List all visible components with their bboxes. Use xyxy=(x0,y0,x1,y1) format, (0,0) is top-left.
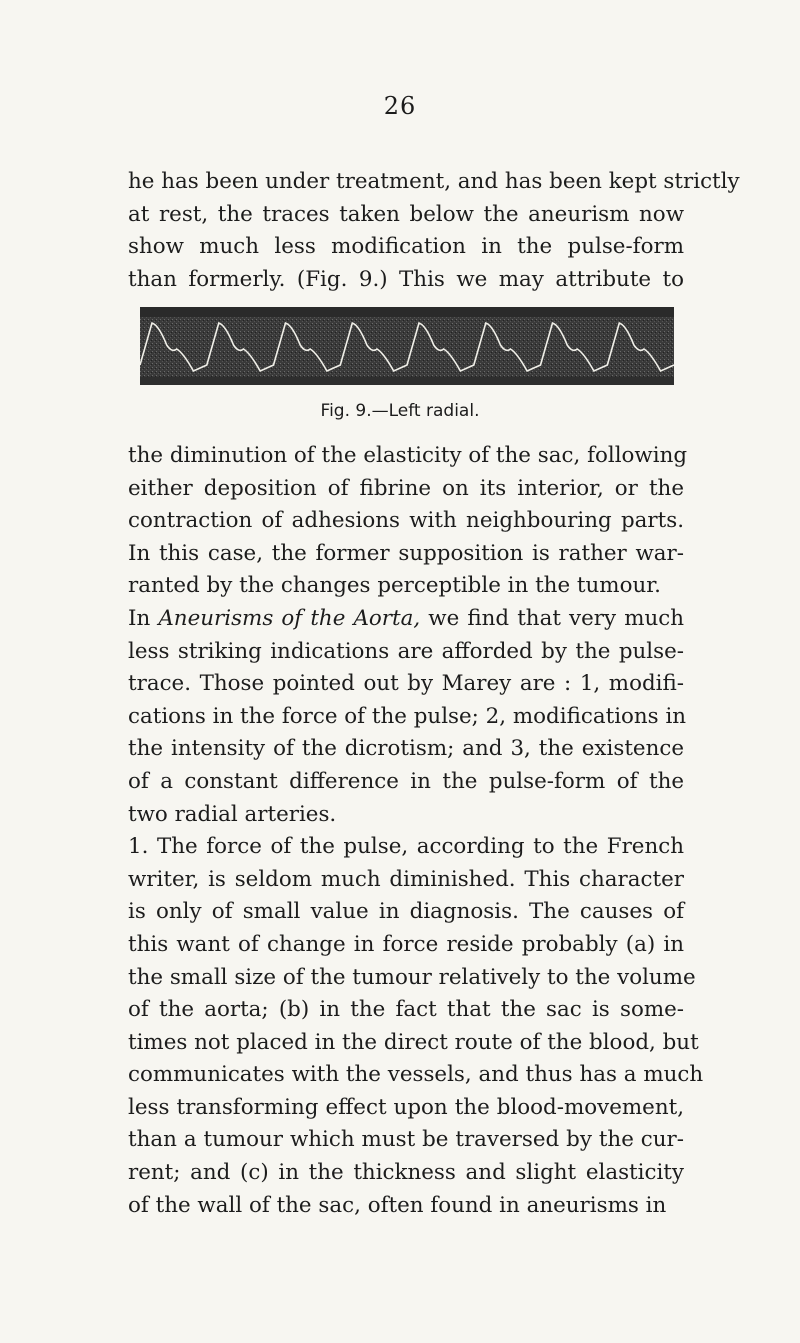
figure-caption: Fig. 9.—Left radial. xyxy=(320,401,480,421)
pulse-trace-image xyxy=(140,307,674,385)
text-line: he has been under treatment, and has been kept strictly xyxy=(128,169,740,194)
text-line: two radial arteries. xyxy=(128,801,337,827)
text-line: trace. Those pointed out by Marey are : 1, modifi- xyxy=(128,671,684,697)
text-line: the small size of the tumour relatively to the volume xyxy=(128,964,696,990)
page-number: 26 xyxy=(383,92,417,120)
text-line: the diminution of the elasticity of the sac, following xyxy=(128,443,688,468)
text-line: of the aorta; (b) in the fact that the sac is some- xyxy=(128,997,684,1023)
text-line: of the wall of the sac, often found in aneurisms in xyxy=(128,1192,667,1218)
text-line: contraction of adhesions with neighbouring parts. xyxy=(128,508,684,534)
text-line: rent; and (c) in the thickness and slight elasticity xyxy=(128,1160,684,1186)
text-line: the intensity of the dicrotism; and 3, the existence xyxy=(128,736,684,762)
text-line: ranted by the changes perceptible in the tumour. xyxy=(128,573,661,599)
pulse-trace-figure xyxy=(140,307,674,401)
text-line: 1. The force of the pulse, according to the French xyxy=(128,834,684,860)
text-line: cations in the force of the pulse; 2, modifications in xyxy=(128,703,687,729)
text-line-indented xyxy=(128,603,684,636)
indent-lead: In xyxy=(128,605,159,631)
text-line: of a constant difference in the pulse-form of the xyxy=(128,768,684,794)
text-line: either deposition of fibrine on its interior, or the xyxy=(128,475,684,501)
text-line: less striking indications are afforded by the pulse- xyxy=(128,638,684,664)
text-line: writer, is seldom much diminished. This character xyxy=(128,866,684,892)
text-line: at rest, the traces taken below the aneurism now xyxy=(128,201,684,227)
text-line: than a tumour which must be traversed by the cur- xyxy=(128,1127,684,1153)
text-line: than formerly. (Fig. 9.) This we may attribute to xyxy=(128,266,684,292)
text-run: we find that very much xyxy=(420,605,685,631)
text-line: times not placed in the direct route of the blood, but xyxy=(128,1029,699,1055)
text-line: is only of small value in diagnosis. The causes of xyxy=(128,899,684,925)
text-line: In this case, the former supposition is rather war- xyxy=(128,540,684,566)
text-line: this want of change in force reside probably (a) in xyxy=(128,931,684,957)
text-line: less transforming effect upon the blood-movement, xyxy=(128,1094,684,1120)
main-text xyxy=(128,440,704,1222)
italic-title: Aneurisms of the Aorta, xyxy=(158,605,421,631)
text-line: communicates with the vessels, and thus has a much xyxy=(128,1062,704,1088)
text-line: show much less modification in the pulse-form xyxy=(128,234,684,260)
opening-paragraph xyxy=(128,166,740,296)
